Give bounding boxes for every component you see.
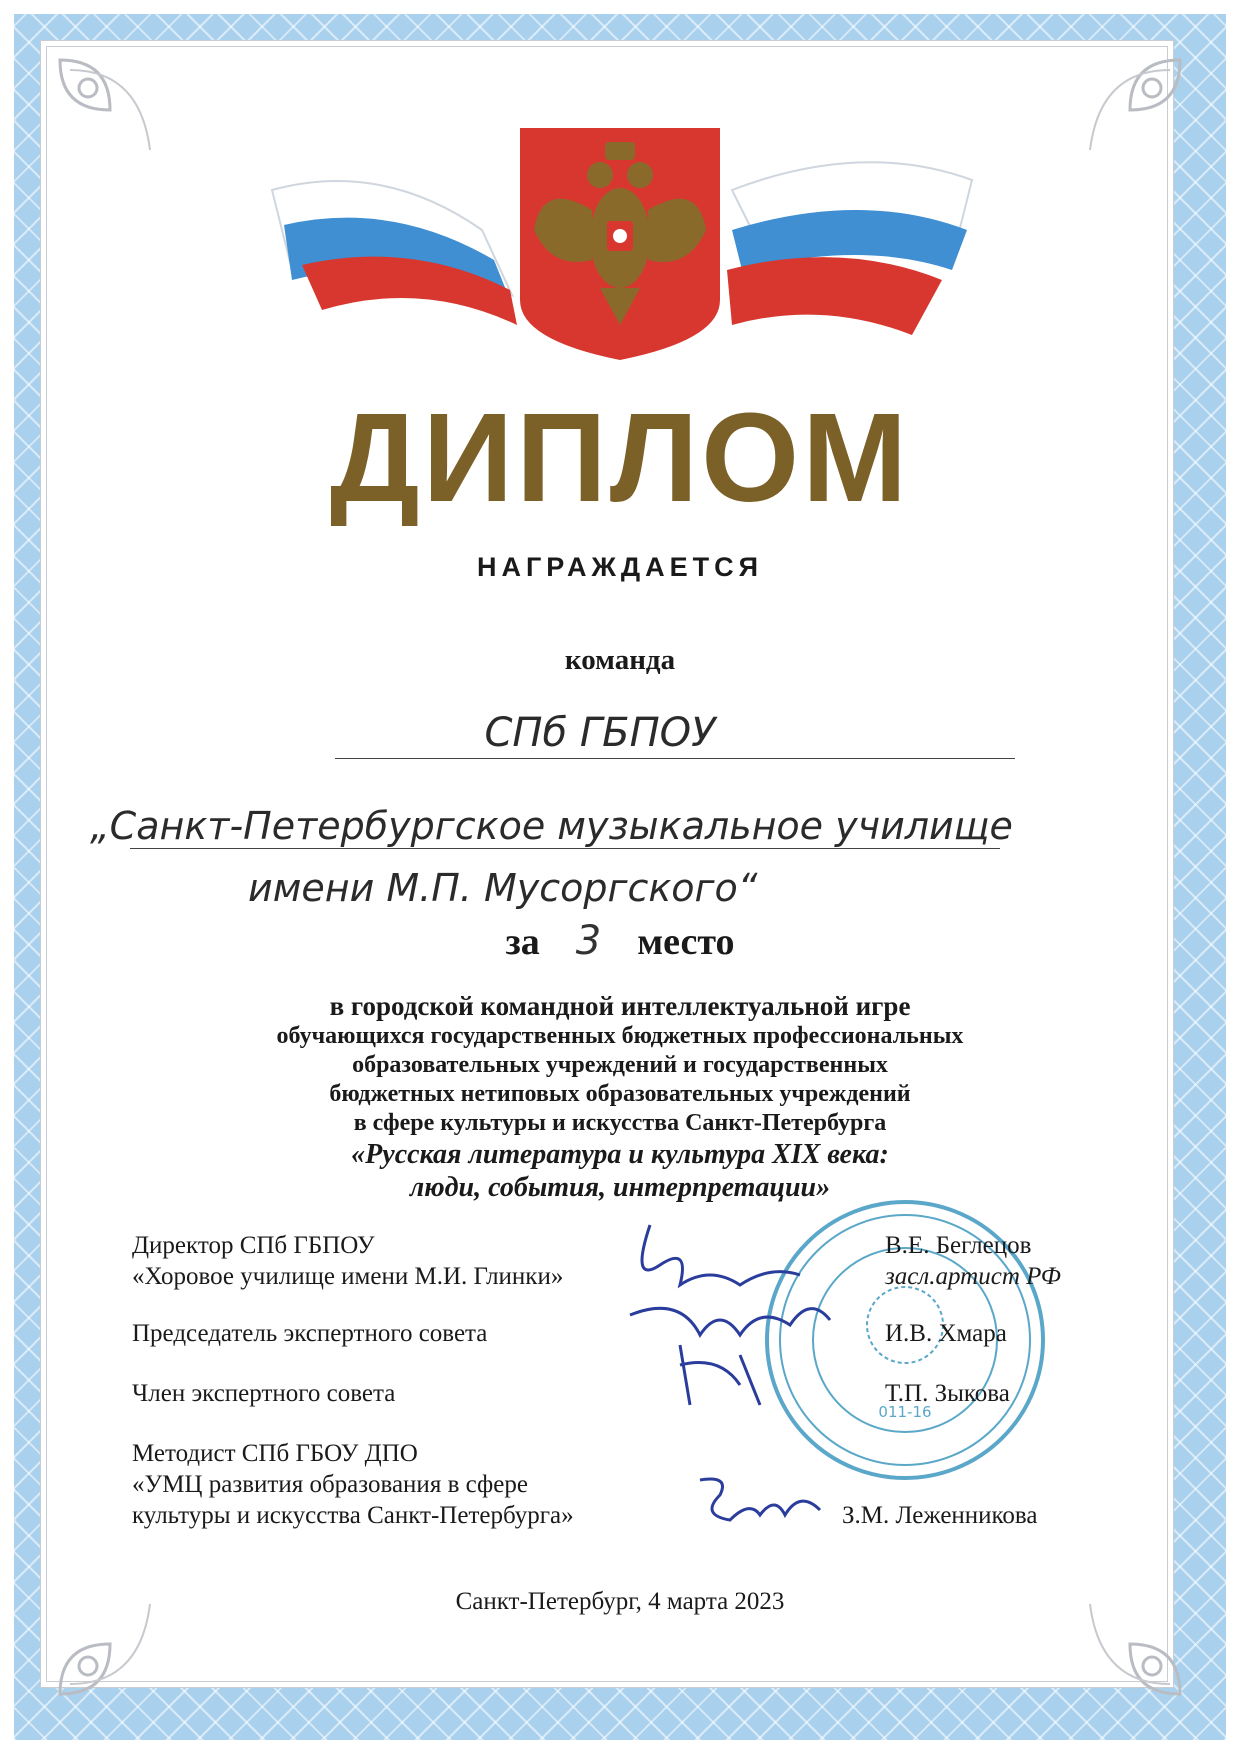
corner-ornament-icon bbox=[50, 50, 170, 170]
description-line: образовательных учреждений и государственных bbox=[352, 1052, 888, 1078]
signatory-member-name: Т.П. Зыкова bbox=[885, 1380, 1010, 1407]
team-name-line1: СПб ГБПОУ bbox=[484, 710, 716, 756]
signature-icon bbox=[690, 1470, 830, 1530]
signatory-director-name bbox=[885, 1230, 1061, 1292]
description-line: в сфере культуры и искусства Санкт-Петербурга bbox=[353, 1110, 887, 1136]
signatory-member-role: Член экспертного совета bbox=[132, 1380, 396, 1407]
place-suffix: место bbox=[637, 921, 735, 963]
description-line: обучающихся государственных бюджетных профессиональных bbox=[276, 1023, 964, 1049]
role-line: «УМЦ развития образования в сфере bbox=[132, 1471, 528, 1498]
team-label: команда bbox=[564, 644, 676, 676]
underline bbox=[130, 848, 1000, 849]
place-line bbox=[0, 918, 1240, 964]
description bbox=[0, 990, 1240, 1204]
corner-ornament-icon bbox=[1070, 50, 1190, 170]
description-line: бюджетных нетиповых образовательных учреждений bbox=[329, 1081, 911, 1107]
place-and-date: Санкт-Петербург, 4 марта 2023 bbox=[455, 1588, 785, 1615]
place-number: 3 bbox=[575, 918, 602, 964]
handwritten-signatures-icon bbox=[620, 1205, 880, 1415]
signatory-methodist-role bbox=[132, 1438, 574, 1531]
team-name-line2: „Санкт-Петербургское музыкальное училище bbox=[90, 804, 1013, 848]
diploma-title: ДИПЛОМ bbox=[329, 387, 911, 528]
game-name-line2: люди, события, интерпретации» bbox=[409, 1172, 831, 1203]
role-line: «Хоровое училище имени М.И. Глинки» bbox=[132, 1263, 564, 1290]
description-line: в городской командной интеллектуальной игре bbox=[329, 991, 911, 1021]
signatory-methodist-name: З.М. Леженникова bbox=[842, 1502, 1038, 1529]
signatory-chair-role: Председатель экспертного совета bbox=[132, 1320, 488, 1347]
role-line: культуры и искусства Санкт-Петербурга» bbox=[132, 1502, 574, 1529]
honorary-title: засл.артист РФ bbox=[885, 1263, 1061, 1290]
stamp-number: 011-16 bbox=[878, 1403, 932, 1421]
underline bbox=[335, 758, 1015, 759]
signatory-chair-name: И.В. Хмара bbox=[885, 1320, 1007, 1347]
name: В.Е. Беглецов bbox=[885, 1232, 1032, 1259]
game-name-line1: «Русская литература и культура XIX века: bbox=[351, 1139, 889, 1170]
signatory-director-role bbox=[132, 1230, 563, 1292]
flag-ribbon-icon bbox=[262, 120, 982, 370]
awarded-heading: НАГРАЖДАЕТСЯ bbox=[477, 552, 763, 582]
role-line: Методист СПб ГБОУ ДПО bbox=[132, 1440, 418, 1467]
role-line: Директор СПб ГБПОУ bbox=[132, 1232, 375, 1259]
team-name-line3: имени М.П. Мусоргского“ bbox=[248, 866, 758, 910]
place-prefix: за bbox=[505, 921, 540, 963]
